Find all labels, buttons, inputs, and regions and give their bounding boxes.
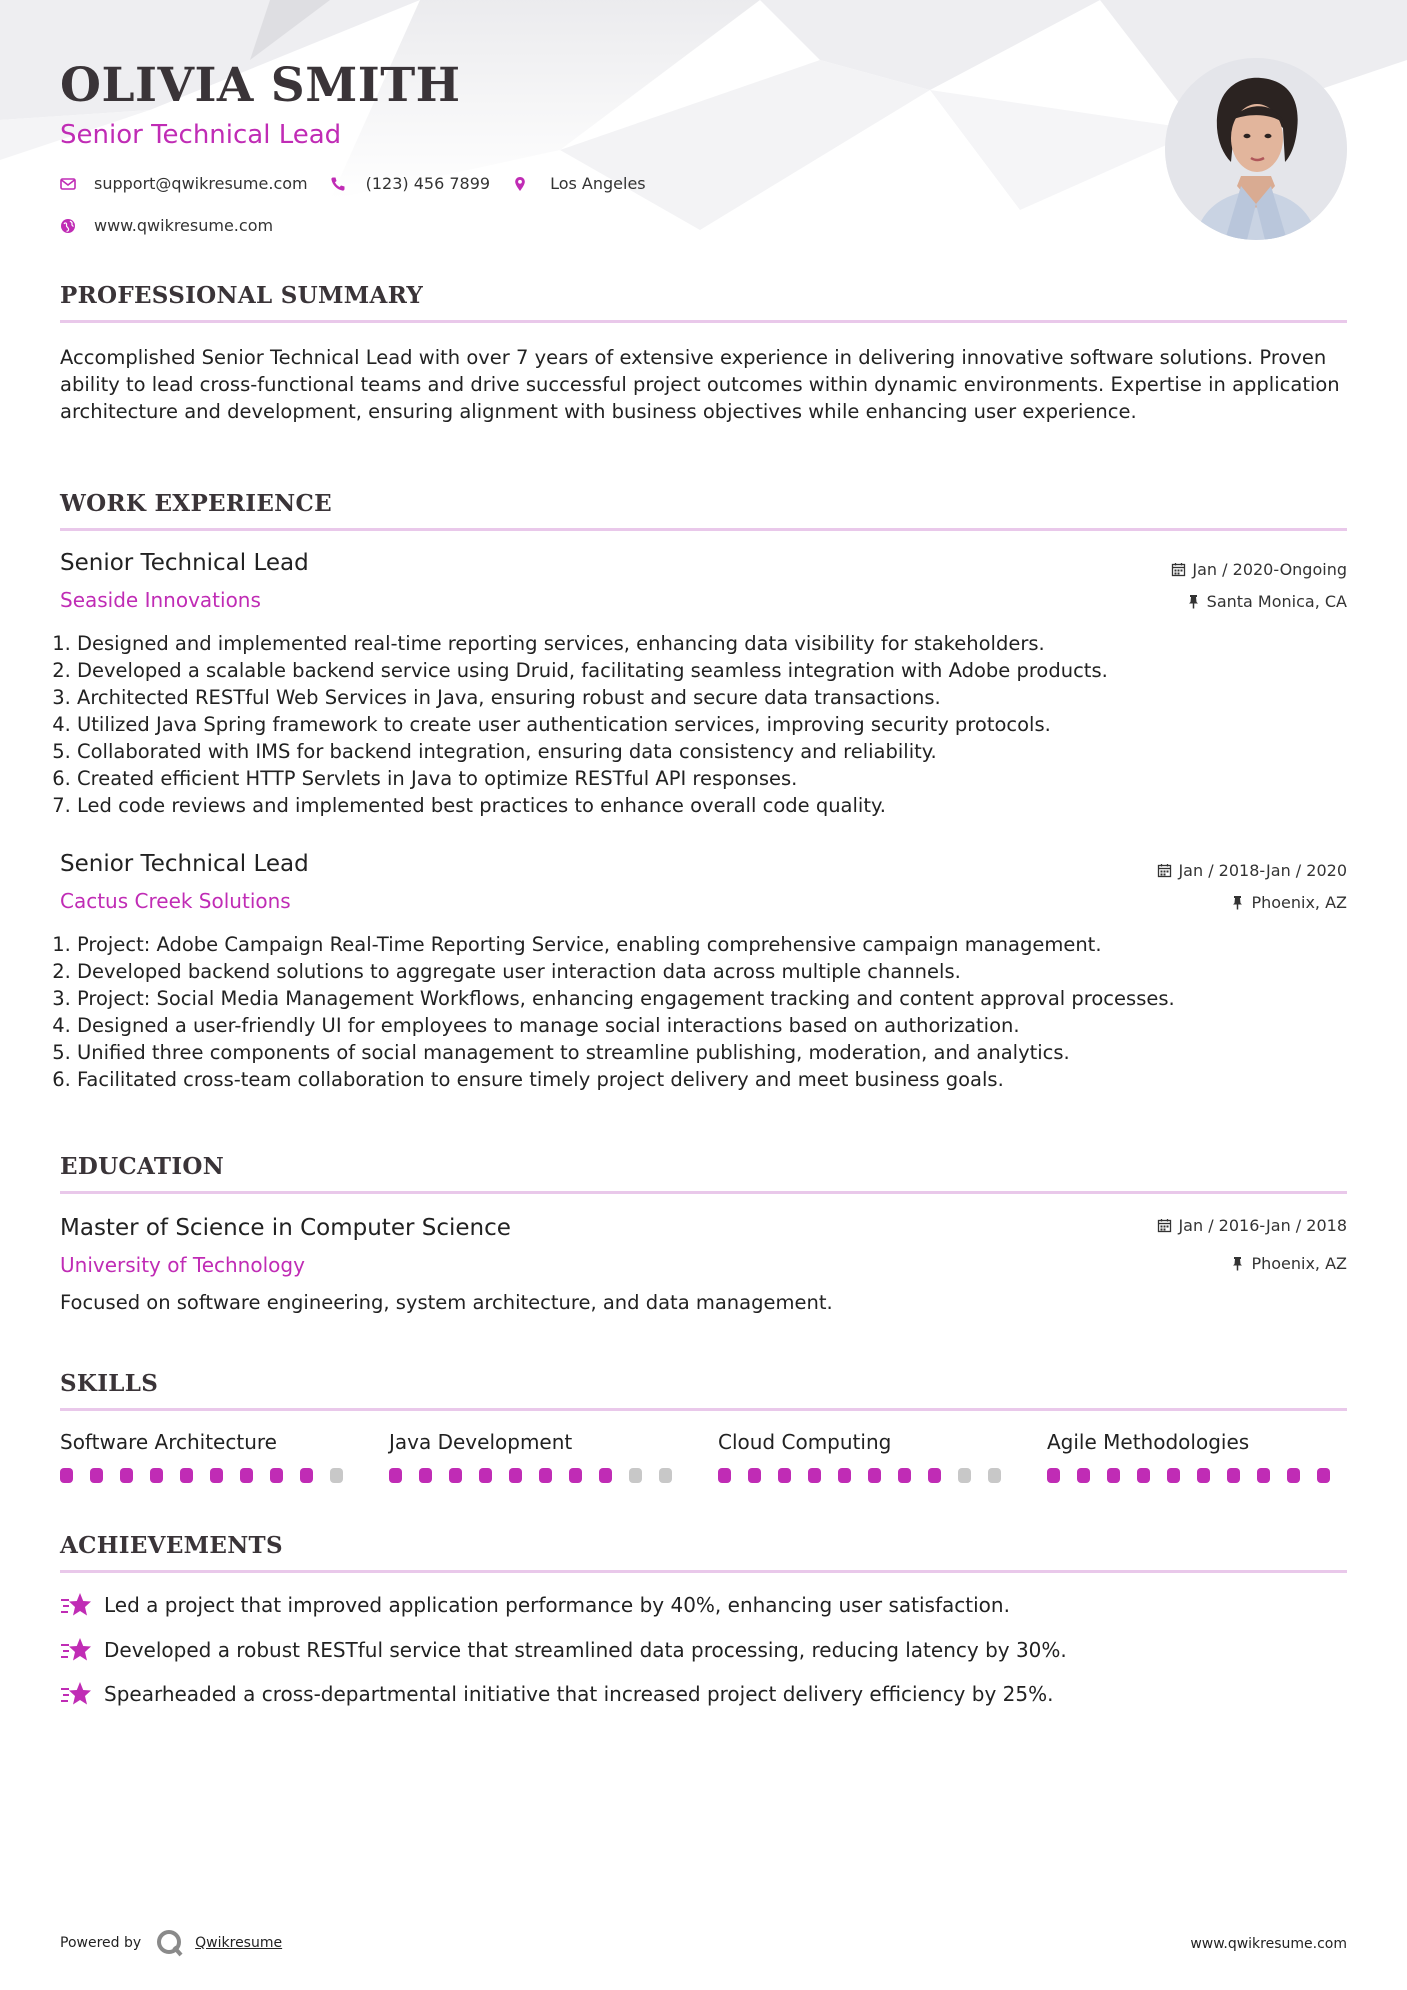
skill-dot-filled <box>449 1468 462 1483</box>
website-text: www.qwikresume.com <box>94 216 274 235</box>
skill-dot-filled <box>180 1468 193 1483</box>
pushpin-icon <box>1230 1256 1245 1271</box>
skill-name: Agile Methodologies <box>1047 1430 1250 1454</box>
contact-row <box>60 174 668 193</box>
contact-website[interactable] <box>60 216 273 235</box>
skill-level-meter <box>60 1468 360 1483</box>
skill-dot-filled <box>120 1468 133 1483</box>
job-dates <box>1157 861 1347 880</box>
skill-dot-filled <box>569 1468 582 1483</box>
skill-item <box>60 1430 360 1483</box>
star-icon <box>60 1636 92 1664</box>
skill-name: Cloud Computing <box>718 1430 892 1454</box>
job-location-text: Santa Monica, CA <box>1206 592 1347 611</box>
job-title: Senior Technical Lead <box>60 550 309 576</box>
skill-dot-filled <box>389 1468 402 1483</box>
skill-dot-filled <box>1047 1468 1060 1483</box>
job-bullets <box>60 931 1347 1093</box>
skill-dot-filled <box>509 1468 522 1483</box>
skill-dot-filled <box>270 1468 283 1483</box>
job-dates <box>1171 560 1347 579</box>
skill-dot-empty <box>629 1468 642 1483</box>
skill-dot-filled <box>898 1468 911 1483</box>
education-location-text: Phoenix, AZ <box>1251 1254 1347 1273</box>
skill-dot-filled <box>1257 1468 1270 1483</box>
list-item: 1. Project: Adobe Campaign Real-Time Reporting Service, enabling comprehensive campaign management. <box>77 931 1347 958</box>
calendar-icon <box>1157 1218 1172 1233</box>
education-dates-text: Jan / 2016-Jan / 2018 <box>1178 1216 1347 1235</box>
skill-dot-filled <box>90 1468 103 1483</box>
skill-dot-filled <box>210 1468 223 1483</box>
skill-dot-filled <box>868 1468 881 1483</box>
pushpin-icon <box>1186 594 1201 609</box>
section-divider <box>60 1570 1347 1573</box>
job-dates-text: Jan / 2018-Jan / 2020 <box>1178 861 1347 880</box>
skill-name: Software Architecture <box>60 1430 277 1454</box>
job-title: Senior Technical Lead <box>60 851 309 877</box>
skill-level-meter <box>718 1468 1018 1483</box>
skill-dot-filled <box>778 1468 791 1483</box>
summary-text: Accomplished Senior Technical Lead with over 7 years of extensive experience in delivering innovative software solutions. Proven ability to lead cross-functional teams and drive successful project outcomes within dynamic environments. Expertise in application architecture and development, ensuring alignment with business objectives while enhancing user experience. <box>60 346 1340 423</box>
skill-dot-filled <box>1137 1468 1150 1483</box>
degree-name: Master of Science in Computer Science <box>60 1215 511 1241</box>
website-row <box>60 216 295 235</box>
pushpin-icon <box>1230 895 1245 910</box>
contact-phone[interactable] <box>330 174 490 193</box>
job-location <box>1186 592 1347 611</box>
section-divider <box>60 320 1347 323</box>
skill-dot-empty <box>659 1468 672 1483</box>
contact-location <box>512 174 646 193</box>
globe-icon <box>60 218 76 234</box>
skill-dot-filled <box>718 1468 731 1483</box>
skill-item <box>718 1430 1018 1483</box>
skill-dot-filled <box>599 1468 612 1483</box>
skill-dot-filled <box>150 1468 163 1483</box>
skill-dot-filled <box>1287 1468 1300 1483</box>
star-icon <box>60 1591 92 1619</box>
section-divider <box>60 528 1347 531</box>
achievement-text: Led a project that improved application performance by 40%, enhancing user satisfaction. <box>104 1593 1010 1617</box>
achievement-item <box>60 1591 1347 1619</box>
job-dates-text: Jan / 2020-Ongoing <box>1192 560 1347 579</box>
calendar-icon <box>1157 863 1172 878</box>
list-item: 3. Architected RESTful Web Services in Java, ensuring robust and secure data transactions. <box>77 684 1347 711</box>
skill-item <box>389 1430 689 1483</box>
skill-dot-filled <box>479 1468 492 1483</box>
skill-dot-filled <box>928 1468 941 1483</box>
achievement-text: Developed a robust RESTful service that streamlined data processing, reducing latency by 30%. <box>104 1638 1067 1662</box>
calendar-icon <box>1171 562 1186 577</box>
education-description: Focused on software engineering, system architecture, and data management. <box>60 1291 833 1314</box>
list-item: 7. Led code reviews and implemented best practices to enhance overall code quality. <box>77 792 1347 819</box>
skill-dot-filled <box>1107 1468 1120 1483</box>
phone-text: (123) 456 7899 <box>365 174 491 193</box>
skill-level-meter <box>389 1468 689 1483</box>
company-name: Cactus Creek Solutions <box>60 889 291 913</box>
candidate-title: Senior Technical Lead <box>60 120 342 150</box>
section-title-education: EDUCATION <box>60 1153 225 1180</box>
skill-dot-filled <box>1317 1468 1330 1483</box>
phone-icon <box>330 176 346 192</box>
section-divider <box>60 1191 1347 1194</box>
skill-item <box>1047 1430 1347 1483</box>
company-name: Seaside Innovations <box>60 588 261 612</box>
skill-name: Java Development <box>389 1430 573 1454</box>
achievement-item <box>60 1636 1347 1664</box>
email-text: support@qwikresume.com <box>94 174 308 193</box>
list-item: 2. Developed a scalable backend service using Druid, facilitating seamless integration with Adobe products. <box>77 657 1347 684</box>
list-item: 1. Designed and implemented real-time reporting services, enhancing data visibility for stakeholders. <box>77 630 1347 657</box>
skill-dot-empty <box>330 1468 343 1483</box>
powered-by <box>60 1928 282 1958</box>
skill-dot-filled <box>1077 1468 1090 1483</box>
brand-link[interactable]: Qwikresume <box>195 1935 283 1951</box>
skill-dot-filled <box>240 1468 253 1483</box>
footer-url[interactable]: www.qwikresume.com <box>1190 1936 1347 1952</box>
achievement-item <box>60 1680 1347 1708</box>
map-pin-icon <box>512 176 528 192</box>
star-icon <box>60 1680 92 1708</box>
skill-dot-filled <box>748 1468 761 1483</box>
qwikresume-logo-icon <box>155 1928 185 1958</box>
skill-dot-filled <box>419 1468 432 1483</box>
skills-list <box>60 1430 1347 1483</box>
contact-email[interactable] <box>60 174 308 193</box>
skill-level-meter <box>1047 1468 1347 1483</box>
skill-dot-empty <box>988 1468 1001 1483</box>
skill-dot-filled <box>1197 1468 1210 1483</box>
section-title-experience: WORK EXPERIENCE <box>60 490 332 517</box>
skill-dot-filled <box>808 1468 821 1483</box>
location-text: Los Angeles <box>550 174 646 193</box>
section-title-skills: SKILLS <box>60 1370 159 1397</box>
list-item: 4. Designed a user-friendly UI for employees to manage social interactions based on authorization. <box>77 1012 1347 1039</box>
list-item: 2. Developed backend solutions to aggregate user interaction data across multiple channels. <box>77 958 1347 985</box>
profile-photo <box>1165 58 1347 240</box>
education-location <box>1230 1254 1347 1273</box>
school-name: University of Technology <box>60 1253 305 1277</box>
section-divider <box>60 1408 1347 1411</box>
list-item: 6. Created efficient HTTP Servlets in Java to optimize RESTful API responses. <box>77 765 1347 792</box>
skill-dot-filled <box>1227 1468 1240 1483</box>
skill-dot-filled <box>539 1468 552 1483</box>
list-item: 5. Collaborated with IMS for backend integration, ensuring data consistency and reliability. <box>77 738 1347 765</box>
list-item: 3. Project: Social Media Management Workflows, enhancing engagement tracking and content approval processes. <box>77 985 1347 1012</box>
list-item: 4. Utilized Java Spring framework to create user authentication services, improving security protocols. <box>77 711 1347 738</box>
powered-by-label: Powered by <box>60 1935 142 1951</box>
job-bullets <box>60 630 1347 819</box>
achievement-text: Spearheaded a cross-departmental initiative that increased project delivery efficiency by 25%. <box>104 1682 1054 1706</box>
section-title-summary: PROFESSIONAL SUMMARY <box>60 282 424 309</box>
skill-dot-filled <box>1167 1468 1180 1483</box>
profile-photo-illustration <box>1165 58 1347 240</box>
envelope-icon <box>60 176 76 192</box>
skill-dot-empty <box>958 1468 971 1483</box>
skill-dot-filled <box>60 1468 73 1483</box>
skill-dot-filled <box>300 1468 313 1483</box>
job-location-text: Phoenix, AZ <box>1251 893 1347 912</box>
section-title-achievements: ACHIEVEMENTS <box>60 1532 283 1559</box>
list-item: 5. Unified three components of social management to streamline publishing, moderation, and analytics. <box>77 1039 1347 1066</box>
candidate-name: OLIVIA SMITH <box>60 58 461 113</box>
education-dates <box>1157 1216 1347 1235</box>
list-item: 6. Facilitated cross-team collaboration to ensure timely project delivery and meet business goals. <box>77 1066 1347 1093</box>
skill-dot-filled <box>838 1468 851 1483</box>
job-location <box>1230 893 1347 912</box>
page-footer <box>60 1900 1347 1990</box>
